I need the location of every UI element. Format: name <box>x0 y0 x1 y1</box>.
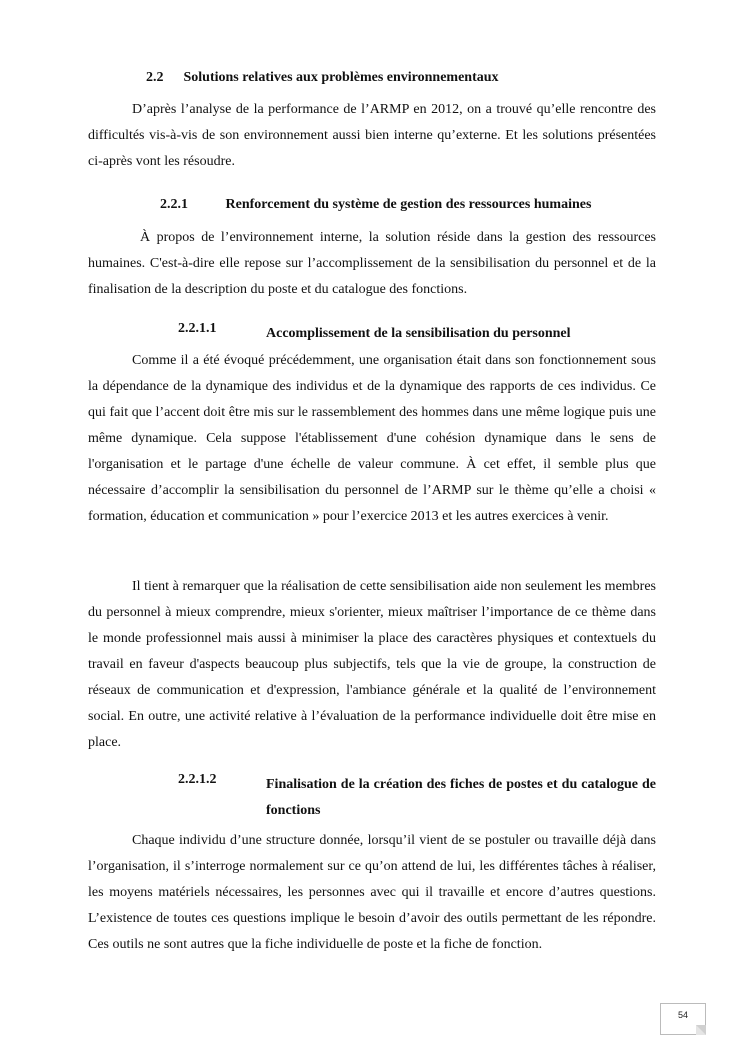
heading-number: 2.2.1.1 <box>178 321 217 336</box>
heading-title: Finalisation de la création des fiches de postes et du catalogue de fonctions <box>266 777 656 818</box>
heading-2-2-1 <box>160 197 591 213</box>
heading-2-2-1-2 <box>178 772 656 824</box>
heading-number: 2.2.1.2 <box>178 772 217 787</box>
page-number-box <box>660 1003 706 1035</box>
heading-title: Solutions relatives aux problèmes environnementaux <box>183 70 499 85</box>
paragraph-2-2-1-1-a: Comme il a été évoqué précédemment, une organisation était dans son fonctionnement sous la dépendance de la dynamique des individus et de la dynamique des rapports de ces individus. Ce qui fait que l’accent doit être mis sur le rassemblement des hommes dans une même logique puis une même dynamique. Cela suppose l'établissement d'une cohésion dynamique dans le sens de l'organisation et le partage d'une échelle de valeur commune. À cet effet, il semble plus que nécessaire d’accomplir la sensibilisation du personnel de l’ARMP sur le thème qu’elle a choisi « formation, éducation et communication » pour l’exercice 2013 et les autres exercices à venir. <box>88 353 656 524</box>
heading-number: 2.2.1 <box>160 197 188 212</box>
heading-2-2-1-1 <box>178 321 656 347</box>
heading-2-2 <box>146 70 499 86</box>
paragraph-2-2-1: À propos de l’environnement interne, la solution réside dans la gestion des ressources humaines. C'est-à-dire elle repose sur l’accomplissement de la sensibilisation du personnel et de la finalisation de la description du poste et du catalogue des fonctions. <box>88 230 656 297</box>
paragraph-2-2: D’après l’analyse de la performance de l’ARMP en 2012, on a trouvé qu’elle rencontre des difficultés vis-à-vis de son environnement aussi bien interne qu’externe. Et les solutions présentées ci-après vont les résoudre. <box>88 102 656 169</box>
page-curl-icon <box>696 1025 706 1035</box>
paragraph-2-2-1-2: Chaque individu d’une structure donnée, lorsqu’il vient de se postuler ou travaille déjà dans l’organisation, il s’interroge normalement sur ce qu’on attend de lui, les différentes tâches à réaliser, les moyens matériels nécessaires, les personnes avec qui il travaille et encore d’autres questions. L’existence de toutes ces questions implique le besoin d’avoir des outils permettant de les répondre. Ces outils ne sont autres que la fiche individuelle de poste et la fiche de fonction. <box>88 833 656 952</box>
page-number: 54 <box>677 1010 688 1020</box>
heading-number: 2.2 <box>146 70 164 85</box>
heading-title: Accomplissement de la sensibilisation du personnel <box>266 326 571 341</box>
heading-title: Renforcement du système de gestion des ressources humaines <box>225 197 592 212</box>
paragraph-2-2-1-1-b: Il tient à remarquer que la réalisation de cette sensibilisation aide non seulement les membres du personnel à mieux comprendre, mieux s'orienter, mieux maîtriser l’importance de ce thème dans le monde professionnel mais aussi à minimiser la place des caractères physiques et contextuels du travail en faveur d'aspects beaucoup plus subjectifs, tels que la vie de groupe, la construction de réseaux de communication et d'expression, l'ambiance générale et la qualité de l’environnement social. En outre, une activité relative à l’évaluation de la performance individuelle doit être mise en place. <box>88 579 656 750</box>
